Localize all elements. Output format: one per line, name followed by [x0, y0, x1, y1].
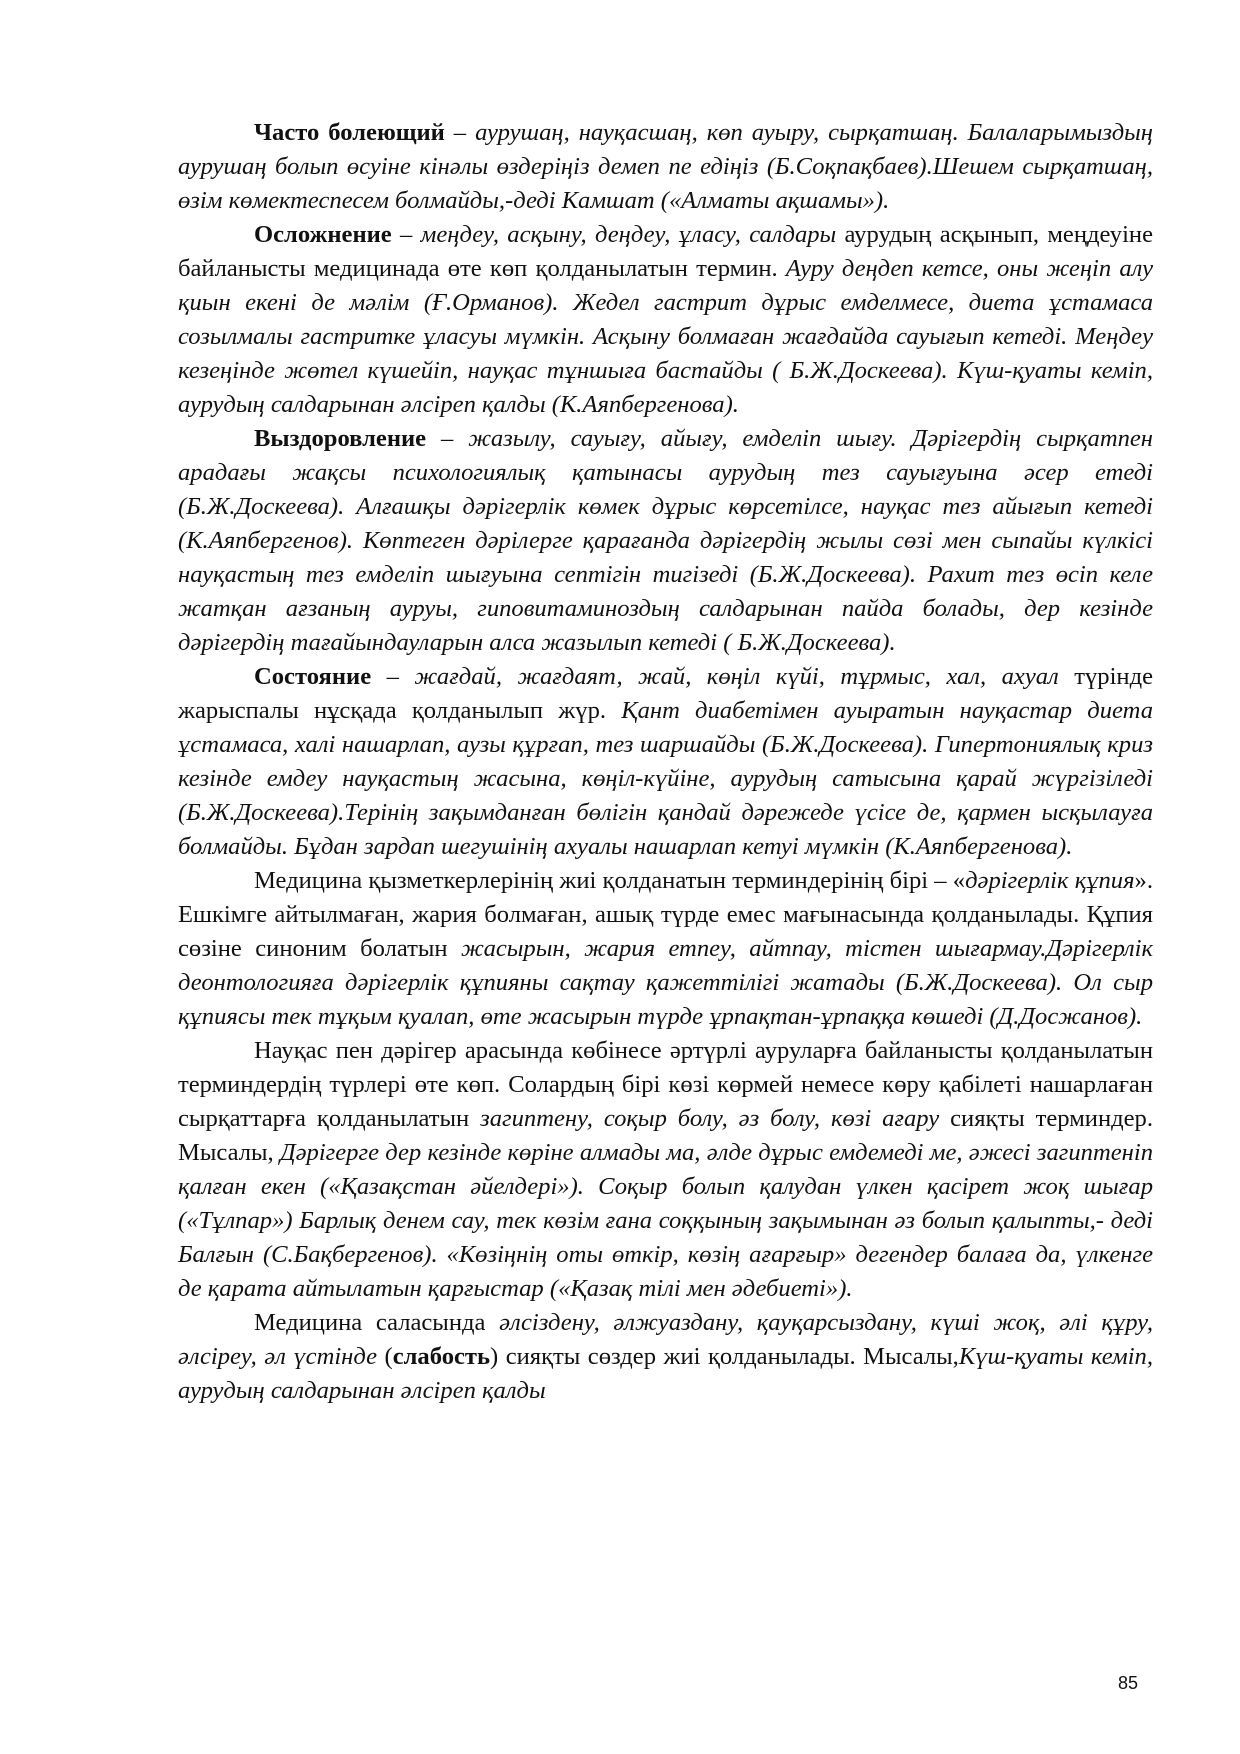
term-heading: Часто болеющий — [254, 119, 445, 146]
paragraph-oslozhnenie: Осложнение – меңдеу, асқыну, деңдеу, ұласу, салдары аурудың асқынып, меңдеуіне байланысты медицинада өте көп қолданылатын термин. Ауру деңдеп кетсе, оны жеңіп алу қиын екені де мәлім (Ғ.Орманов). Жедел гастрит дұрыс емделмесе, диета ұстамаса созылмалы гастритке ұласуы мүмкін. Асқыну болмаған жағдайда сауығып кетеді. Меңдеу кезеңінде жөтел күшейіп, науқас тұншыға бастайды ( Б.Ж.Доскеева). Күш-қуаты кеміп, аурудың салдарынан әлсіреп қалды (К.Аяпбергенова). — [178, 221, 1153, 418]
paragraph-sostoyanie: Состояние – жағдай, жағдаят, жай, көңіл күйі, тұрмыс, хал, ахуал түрінде жарыспалы нұсқада қолданылып жүр. Қант диабетімен ауыратын науқастар диета ұстамаса, халі нашарлап, аузы құрғап, тез шаршайды (Б.Ж.Доскеева). Гипертониялық криз кезінде емдеу науқастың жасына, көңіл-күйіне, аурудың сатысына қарай жүргізіледі (Б.Ж.Доскеева).Терінің зақымданған бөлігін қандай дәрежеде үсісе де, қармен ысқылауға болмайды. Бұдан зардап шегушінің ахуалы нашарлап кетуі мүмкін (К.Аяпбергенова). — [178, 663, 1153, 860]
paragraph-vyzdorovlenie: Выздоровление – жазылу, сауығу, айығу, емделіп шығу. Дәрігердің сырқатпен арадағы жақсы психологиялық қатынасы аурудың тез сауығуына әсер етеді (Б.Ж.Доскеева). Алғашқы дәрігерлік көмек дұрыс көрсетілсе, науқас тез айығып кетеді (К.Аяпбергенов). Көптеген дәрілерге қарағанда дәрігердің жылы сөзі мен сыпайы күлкісі науқастың тез емделіп шығуына септігін тигізеді (Б.Ж.Доскеева). Рахит тез өсіп келе жатқан ағзаның ауруы, гиповитаминоздың салдарынан пайда болады, дер кезінде дәрігердің тағайындауларын алса жазылып кетеді ( Б.Ж.Доскеева). — [178, 425, 1153, 656]
term-heading: Выздоровление — [254, 425, 427, 452]
paragraph-chasto-boleyushchiy: Часто болеющий – аурушаң, науқасшаң, көп ауыру, сырқатшаң. Балаларымыздың аурушаң болып өсуіне кінәлы өздеріңіз демеп пе едіңіз (Б.Соқпақбаев).Шешем сырқатшаң, өзім көмектеспесем болмайды,-деді Камшат («Алматы ақшамы»). — [178, 119, 1153, 214]
term-heading: слабость — [392, 1343, 491, 1370]
page-number: 85 — [1118, 1673, 1139, 1693]
term-heading: Состояние — [254, 663, 372, 690]
paragraph-weakness-terms: Медицина саласында әлсіздену, әлжуаздану, қауқарсыздану, күші жоқ, әлі құру, әлсіреу, әл үстінде (слабость) сияқты сөздер жиі қолданылады. Мысалы,Күш-қуаты кеміп, аурудың салдарынан әлсіреп қалды — [178, 1309, 1154, 1404]
main-text — [178, 116, 1153, 1408]
term-heading: Осложнение — [254, 221, 392, 248]
paragraph-blindness-terms: Науқас пен дәрігер арасында көбінесе әртүрлі ауруларға байланысты қолданылатын терминдердің түрлері өте көп. Солардың бірі көзі көрмей немесе көру қабілеті нашарлаған сырқаттарға қолданылатын загиптену, соқыр болу, әз болу, көзі ағару сияқты терминдер. Мысалы, Дәрігерге дер кезінде көріне алмады ма, әлде дұрыс емдемеді ме, әжесі загиптеніп қалған екен («Қазақстан әйелдері»). Соқыр болып қалудан үлкен қасірет жоқ шығар («Тұлпар») Барлық денем сау, тек көзім ғана соққының зақымынан әз болып қалыпты,- деді Балғын (С.Бақбергенов). «Көзіңнің оты өткір, көзің ағарғыр» дегендер балаға да, үлкенге де қарата айтылатын қарғыстар («Қазақ тілі мен әдебиеті»). — [178, 1037, 1153, 1302]
paragraph-medical-secrecy: Медицина қызметкерлерінің жиі қолданатын терминдерінің бірі – «дәрігерлік құпия». Ешкімге айтылмаған, жария болмаған, ашық түрде емес мағынасында қолданылады. Құпия сөзіне синоним болатын жасырын, жария етпеу, айтпау, тістен шығармау.Дәрігерлік деонтологияға дәрігерлік құпияны сақтау қажеттілігі жатады (Б.Ж.Доскеева). Ол сыр құпиясы тек тұқым қуалап, өте жасырын түрде ұрпақтан-ұрпаққа көшеді (Д.Досжанов). — [178, 867, 1153, 1030]
